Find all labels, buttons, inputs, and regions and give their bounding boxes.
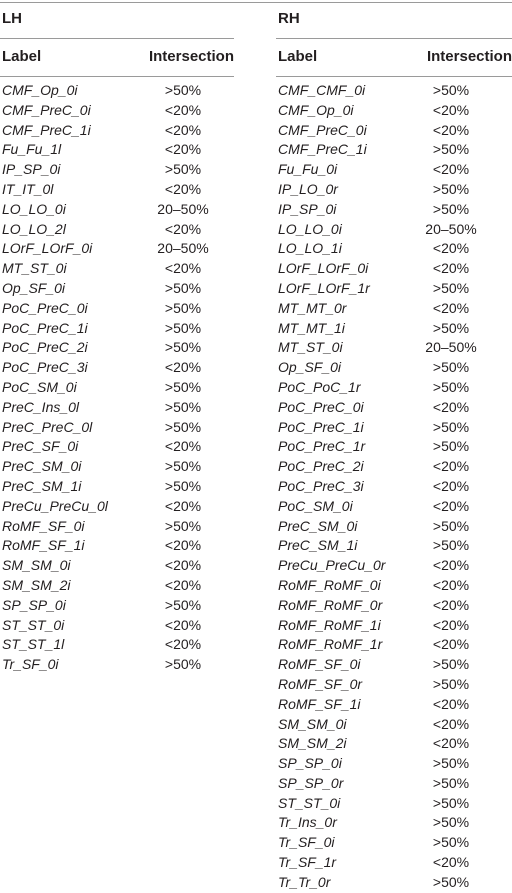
row-intersection: <20% [432,557,470,574]
row-intersection: <20% [164,180,202,197]
row-label: LO_LO_2l [2,220,66,237]
table-row [0,200,234,220]
row-intersection: <20% [164,438,202,455]
lh-header-bottom-rule [0,76,234,77]
table-row [276,239,512,259]
row-intersection: <20% [164,141,202,158]
table-row [276,437,512,457]
row-intersection: >50% [432,438,470,455]
rh-intersection-header: Intersection [426,48,512,65]
table-row [276,576,512,596]
row-label: RoMF_SF_0i [2,517,85,534]
row-intersection: >50% [164,378,202,395]
row-label: Tr_SF_0i [278,834,335,851]
row-label: SP_SP_0i [278,755,342,772]
table-row [276,299,512,319]
row-intersection: >50% [432,675,470,692]
row-intersection: >50% [432,794,470,811]
row-label: PreC_Ins_0l [2,398,80,415]
row-intersection: <20% [164,636,202,653]
table-row [0,576,234,596]
row-intersection: <20% [164,260,202,277]
table-row [0,556,234,576]
table-row [0,239,234,259]
row-intersection: >50% [432,180,470,197]
table-row [0,358,234,378]
row-intersection: >50% [432,200,470,217]
row-intersection: <20% [164,121,202,138]
table-row [276,536,512,556]
row-label: LOrF_LOrF_0i [2,240,93,257]
row-intersection: <20% [432,240,470,257]
row-intersection: <20% [432,398,470,415]
table-row [276,675,512,695]
row-label: IP_SP_0i [278,200,337,217]
table-row [0,497,234,517]
row-intersection: <20% [432,735,470,752]
row-label: LO_LO_0i [2,200,66,217]
row-intersection: <20% [164,537,202,554]
table-row [276,418,512,438]
row-label: SM_SM_2i [2,576,71,593]
table-row [0,140,234,160]
row-label: PoC_PreC_2i [278,458,364,475]
row-intersection: >50% [432,656,470,673]
row-label: CMF_PreC_1i [278,141,367,158]
table-row [276,180,512,200]
table-row [276,101,512,121]
table-row [0,338,234,358]
row-label: IP_LO_0r [278,180,338,197]
table-row [0,655,234,675]
row-intersection: >50% [432,319,470,336]
row-intersection: <20% [432,121,470,138]
row-label: CMF_PreC_1i [2,121,91,138]
table-row [0,101,234,121]
row-intersection: >50% [164,319,202,336]
row-label: RoMF_SF_0r [278,675,363,692]
table-row [0,279,234,299]
row-intersection: >50% [432,755,470,772]
row-label: PoC_PreC_3i [2,359,88,376]
row-intersection: <20% [164,497,202,514]
table-row [276,596,512,616]
rh-header-bottom-rule [276,76,512,77]
rh-rows [276,81,512,893]
row-label: PreC_SM_0i [2,458,82,475]
row-label: CMF_Op_0i [278,101,354,118]
row-intersection: <20% [432,636,470,653]
row-label: Fu_Fu_0i [278,161,338,178]
row-label: MT_MT_0r [278,299,347,316]
row-label: SP_SP_0r [278,774,344,791]
table-row [276,338,512,358]
row-label: SM_SM_0i [278,715,347,732]
table-row [276,833,512,853]
row-label: MT_MT_1i [278,319,345,336]
row-label: MT_ST_0i [2,260,67,277]
row-intersection: >50% [432,873,470,890]
table-row [0,596,234,616]
lh-label-header: Label [2,48,42,65]
table-row [276,734,512,754]
row-intersection: <20% [432,616,470,633]
row-label: RoMF_RoMF_0i [278,576,381,593]
row-intersection: <20% [432,596,470,613]
lh-rows [0,81,234,675]
table-row [0,477,234,497]
row-label: PoC_PoC_1r [278,378,361,395]
row-label: PoC_PreC_1i [2,319,88,336]
table-row [276,813,512,833]
table-row [276,853,512,873]
row-label: PreC_SF_0i [2,438,79,455]
table-row [276,873,512,893]
row-label: RoMF_RoMF_1i [278,616,381,633]
table-row [0,635,234,655]
row-label: Op_SF_0i [278,359,342,376]
table-row [276,794,512,814]
row-label: CMF_CMF_0i [278,82,366,98]
row-label: RoMF_RoMF_1r [278,636,383,653]
table-row [276,517,512,537]
row-label: ST_ST_0i [278,794,341,811]
table-row [276,695,512,715]
table-row [276,457,512,477]
top-rule [0,2,512,3]
row-label: SM_SM_2i [278,735,347,752]
table-row [0,437,234,457]
row-intersection: <20% [164,557,202,574]
table-row [276,715,512,735]
row-label: PoC_SM_0i [2,378,77,395]
row-label: Tr_Ins_0r [278,814,337,831]
table-row [276,358,512,378]
table-row [276,616,512,636]
row-label: MT_ST_0i [278,339,343,356]
row-intersection: <20% [432,695,470,712]
rh-header-top-rule [276,38,512,39]
row-intersection: >50% [164,517,202,534]
table-row [276,497,512,517]
row-label: PreC_PreC_0l [2,418,93,435]
row-intersection: >50% [164,656,202,673]
row-intersection: >50% [432,279,470,296]
row-intersection: >50% [164,299,202,316]
table-row [0,220,234,240]
row-label: PoC_PreC_1r [278,438,366,455]
row-intersection: >50% [432,814,470,831]
row-label: LO_LO_0i [278,220,342,237]
row-intersection: <20% [164,576,202,593]
rh-header-row [276,47,512,67]
table-row [276,635,512,655]
table-row [0,616,234,636]
row-intersection: >50% [432,359,470,376]
table-row [0,81,234,101]
table-row [0,536,234,556]
row-intersection: >50% [432,378,470,395]
table-row [276,259,512,279]
row-label: LO_LO_1i [278,240,342,257]
row-label: ST_ST_1l [2,636,65,653]
row-intersection: >50% [432,141,470,158]
row-label: PoC_SM_0i [278,497,353,514]
table-row [276,378,512,398]
table-row [0,121,234,141]
row-intersection: >50% [164,398,202,415]
table-row [276,220,512,240]
row-intersection: >50% [164,477,202,494]
row-intersection: <20% [432,458,470,475]
table-row [276,81,512,101]
table-row [0,180,234,200]
row-intersection: <20% [164,220,202,237]
row-label: Fu_Fu_1l [2,141,62,158]
row-intersection: >50% [164,596,202,613]
row-label: IP_SP_0i [2,161,61,178]
row-label: PreCu_PreCu_0l [2,497,108,514]
row-label: Op_SF_0i [2,279,66,296]
row-intersection: <20% [164,101,202,118]
table-row [276,140,512,160]
table-row [276,319,512,339]
row-label: LOrF_LOrF_1r [278,279,370,296]
row-label: Tr_SF_1r [278,854,337,871]
row-intersection: >50% [432,537,470,554]
row-intersection: >50% [432,834,470,851]
row-intersection: >50% [432,82,470,98]
lh-header-top-rule [0,38,234,39]
row-label: CMF_PreC_0i [2,101,91,118]
row-label: CMF_Op_0i [2,82,78,98]
row-intersection: 20–50% [425,339,477,356]
row-intersection: 20–50% [157,200,209,217]
row-intersection: >50% [164,339,202,356]
row-intersection: <20% [432,260,470,277]
row-intersection: <20% [432,497,470,514]
table-row [0,319,234,339]
row-label: PreCu_PreCu_0r [278,557,386,574]
row-intersection: 20–50% [425,220,477,237]
row-label: RoMF_RoMF_0r [278,596,383,613]
row-intersection: >50% [164,161,202,178]
row-label: Tr_SF_0i [2,656,59,673]
row-intersection: >50% [432,774,470,791]
row-intersection: <20% [432,161,470,178]
row-intersection: <20% [164,359,202,376]
row-label: PreC_SM_1i [278,537,358,554]
row-label: PoC_PreC_2i [2,339,88,356]
table-row [276,754,512,774]
row-intersection: >50% [164,82,202,98]
row-intersection: <20% [432,715,470,732]
row-label: RoMF_SF_1i [2,537,85,554]
row-label: PreC_SM_0i [278,517,358,534]
row-intersection: >50% [164,279,202,296]
table-row [0,457,234,477]
row-intersection: >50% [432,418,470,435]
row-label: SM_SM_0i [2,557,71,574]
row-label: CMF_PreC_0i [278,121,367,138]
row-label: LOrF_LOrF_0i [278,260,369,277]
row-intersection: >50% [432,517,470,534]
rh-label-header: Label [278,48,318,65]
table-row [0,418,234,438]
row-label: RoMF_SF_1i [278,695,361,712]
row-label: PoC_PreC_3i [278,477,364,494]
table-row [276,556,512,576]
lh-title: LH [2,10,22,27]
row-intersection: >50% [164,458,202,475]
table-row [0,160,234,180]
row-intersection: <20% [432,101,470,118]
row-label: IT_IT_0l [2,180,54,197]
row-intersection: >50% [164,418,202,435]
row-label: RoMF_SF_0i [278,656,361,673]
row-intersection: <20% [432,854,470,871]
table-row [276,477,512,497]
table-row [276,774,512,794]
row-label: ST_ST_0i [2,616,65,633]
table-row [276,279,512,299]
row-label: PoC_PreC_0i [278,398,364,415]
table-row [276,200,512,220]
table-row [0,259,234,279]
row-intersection: <20% [432,299,470,316]
table-row [276,655,512,675]
table-row [276,121,512,141]
table-row [0,517,234,537]
table-row [276,160,512,180]
row-label: PoC_PreC_0i [2,299,88,316]
row-label: PoC_PreC_1i [278,418,364,435]
table-row [276,398,512,418]
row-label: SP_SP_0i [2,596,66,613]
row-intersection: <20% [432,576,470,593]
table-row [0,378,234,398]
row-intersection: 20–50% [157,240,209,257]
lh-intersection-header: Intersection [148,48,234,65]
row-label: PreC_SM_1i [2,477,82,494]
row-intersection: <20% [432,477,470,494]
row-label: Tr_Tr_0r [278,873,331,890]
row-intersection: <20% [164,616,202,633]
lh-header-row [0,47,234,67]
table-row [0,398,234,418]
rh-title: RH [278,10,300,27]
table-row [0,299,234,319]
